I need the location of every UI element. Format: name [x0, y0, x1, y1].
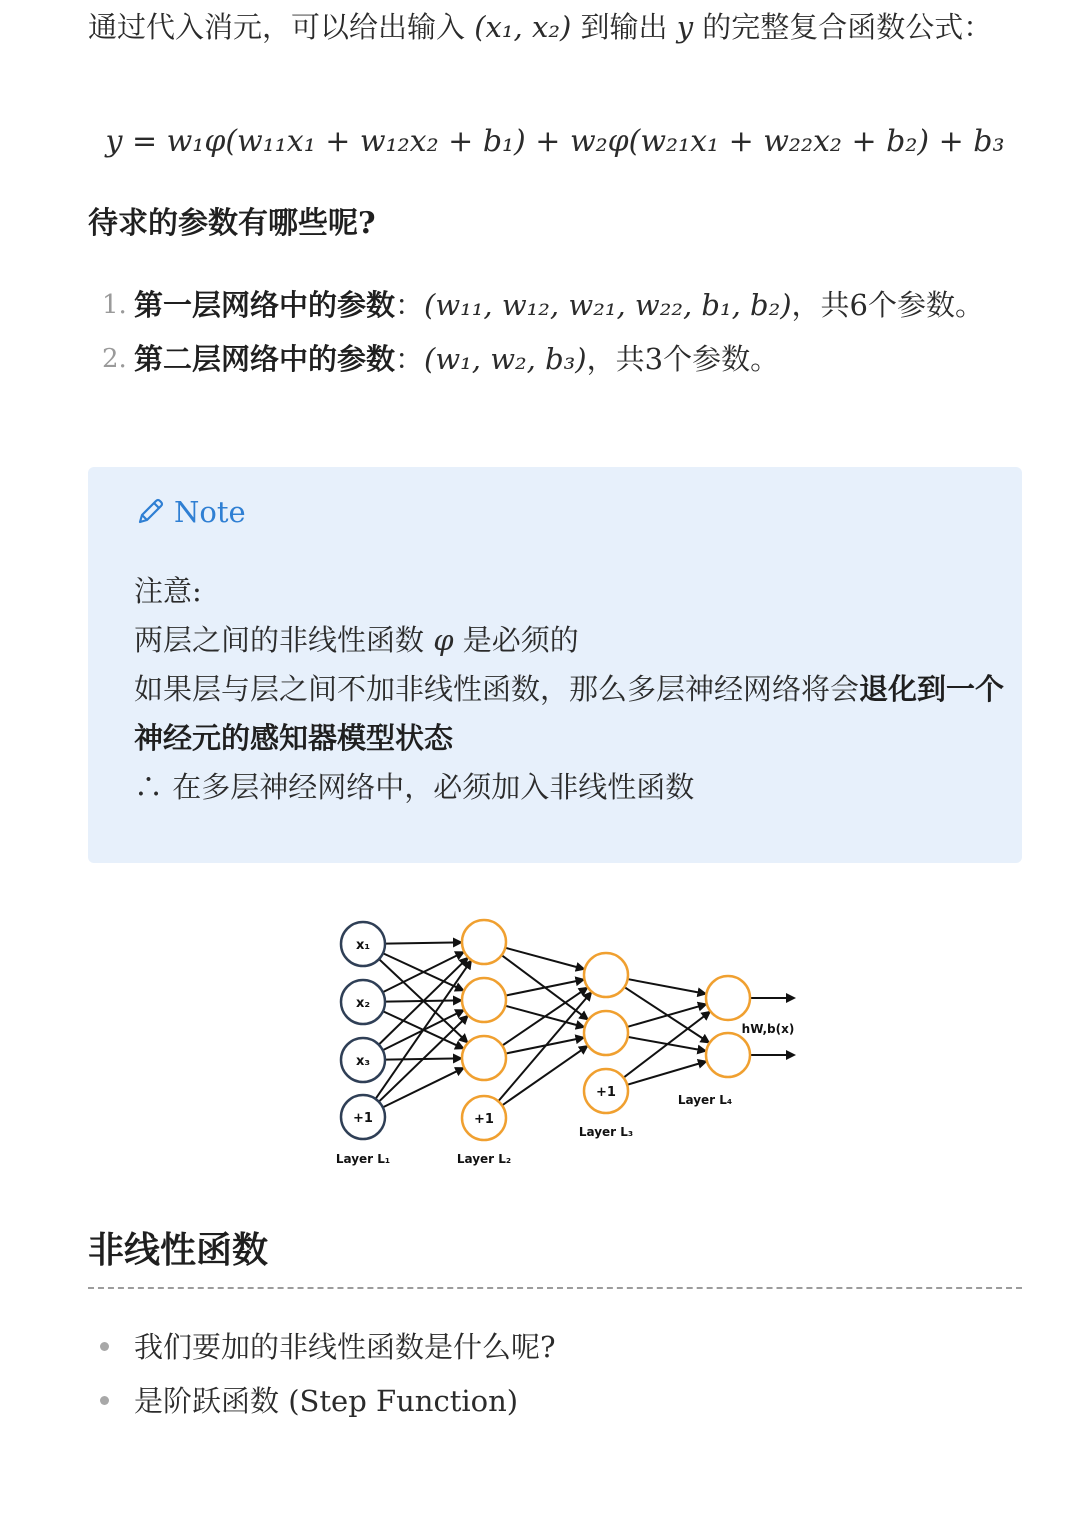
param-math: (w₁₁, w₁₂, w₂₁, w₂₂, b₁, b₂)	[424, 288, 792, 322]
layer-label: Layer L₄	[677, 1093, 733, 1107]
note-text: 两层之间的非线性函数	[134, 623, 434, 657]
connection-arrow	[623, 1012, 709, 1078]
neuron-node	[706, 976, 750, 1020]
note-line	[134, 665, 1014, 763]
note-text: 如果层与层之间不加非线性函数，那么多层神经网络将会	[134, 672, 860, 706]
connection-arrow	[502, 988, 587, 1046]
list-item-label: 第二层网络中的参数	[134, 342, 396, 376]
connection-arrow	[502, 1046, 587, 1105]
neuron-node	[584, 1011, 628, 1055]
bullet-icon	[100, 1342, 109, 1351]
layer-label: Layer L₁	[335, 1152, 391, 1166]
note-line: ∴ 在多层神经网络中，必须加入非线性函数	[134, 770, 695, 804]
section-heading: 非线性函数	[88, 1222, 1022, 1289]
neuron-node	[462, 978, 506, 1022]
connection-arrow	[498, 992, 591, 1101]
connection-arrow	[506, 980, 584, 996]
separator: ：	[395, 288, 425, 322]
node-label: +1	[353, 1111, 373, 1126]
note-text: 是必须的	[453, 623, 579, 657]
connection-arrow	[628, 979, 706, 994]
connection-arrow	[383, 1068, 464, 1107]
list-number: 2.	[102, 344, 127, 374]
list-item	[88, 336, 1022, 382]
neuron-node	[706, 1033, 750, 1077]
neural-network-figure	[88, 896, 1022, 1186]
list-item-label: 第一层网络中的参数	[134, 288, 396, 322]
intro-text: 到输出	[571, 10, 677, 44]
note-emphasis: 退化到一个神经元的感知器模型状态	[134, 672, 1005, 755]
output-label: hW,b(x)	[741, 1022, 795, 1036]
list-item-tail: ，共3个参数。	[586, 342, 780, 376]
node-label: x₃	[355, 1054, 371, 1069]
note-title: Note	[174, 495, 246, 529]
node-label: x₂	[355, 996, 371, 1011]
list-item-text: 是阶跃函数 (Step Function)	[134, 1384, 519, 1418]
connection-arrow	[376, 961, 471, 1099]
list-item	[88, 1374, 1022, 1428]
note-header	[134, 495, 246, 529]
list-number: 1.	[102, 290, 127, 320]
parameter-list	[88, 282, 1022, 390]
intro-text: 通过代入消元，可以给出输入	[88, 10, 475, 44]
bullet-list	[88, 1320, 1022, 1428]
note-line: 注意:	[134, 574, 202, 608]
note-callout	[88, 467, 1022, 863]
output-variable: y	[676, 10, 694, 44]
layer-label: Layer L₃	[578, 1125, 634, 1139]
layer-label: Layer L₂	[456, 1152, 512, 1166]
neuron-node	[584, 953, 628, 997]
node-label: x₁	[355, 938, 371, 953]
list-item	[88, 282, 1022, 328]
note-line	[134, 616, 1014, 665]
phi-symbol: φ	[433, 623, 454, 657]
composite-formula: y = w₁φ(w₁₁x₁ + w₁₂x₂ + b₁) + w₂φ(w₂₁x₁ + w₂₂x₂ + b₂) + b₃	[105, 124, 1005, 159]
intro-text: 的完整复合函数公式：	[693, 10, 993, 44]
question-heading: 待求的参数有哪些呢?	[88, 206, 376, 241]
intro-paragraph	[88, 4, 1022, 50]
pencil-icon	[134, 496, 166, 528]
connection-arrow	[385, 942, 461, 943]
input-variable: (x₁, x₂)	[474, 10, 572, 44]
neural-network-diagram	[88, 896, 1022, 1186]
node-label: +1	[596, 1085, 616, 1100]
node-label: +1	[474, 1112, 494, 1127]
bullet-icon	[100, 1396, 109, 1405]
separator: ：	[395, 342, 425, 376]
list-item-text: 我们要加的非线性函数是什么呢?	[134, 1330, 556, 1364]
param-math: (w₁, w₂, b₃)	[424, 342, 587, 376]
list-item-tail: ，共6个参数。	[791, 288, 984, 322]
list-item	[88, 1320, 1022, 1374]
neuron-node	[462, 1036, 506, 1080]
neuron-node	[462, 920, 506, 964]
note-body	[134, 567, 1014, 812]
